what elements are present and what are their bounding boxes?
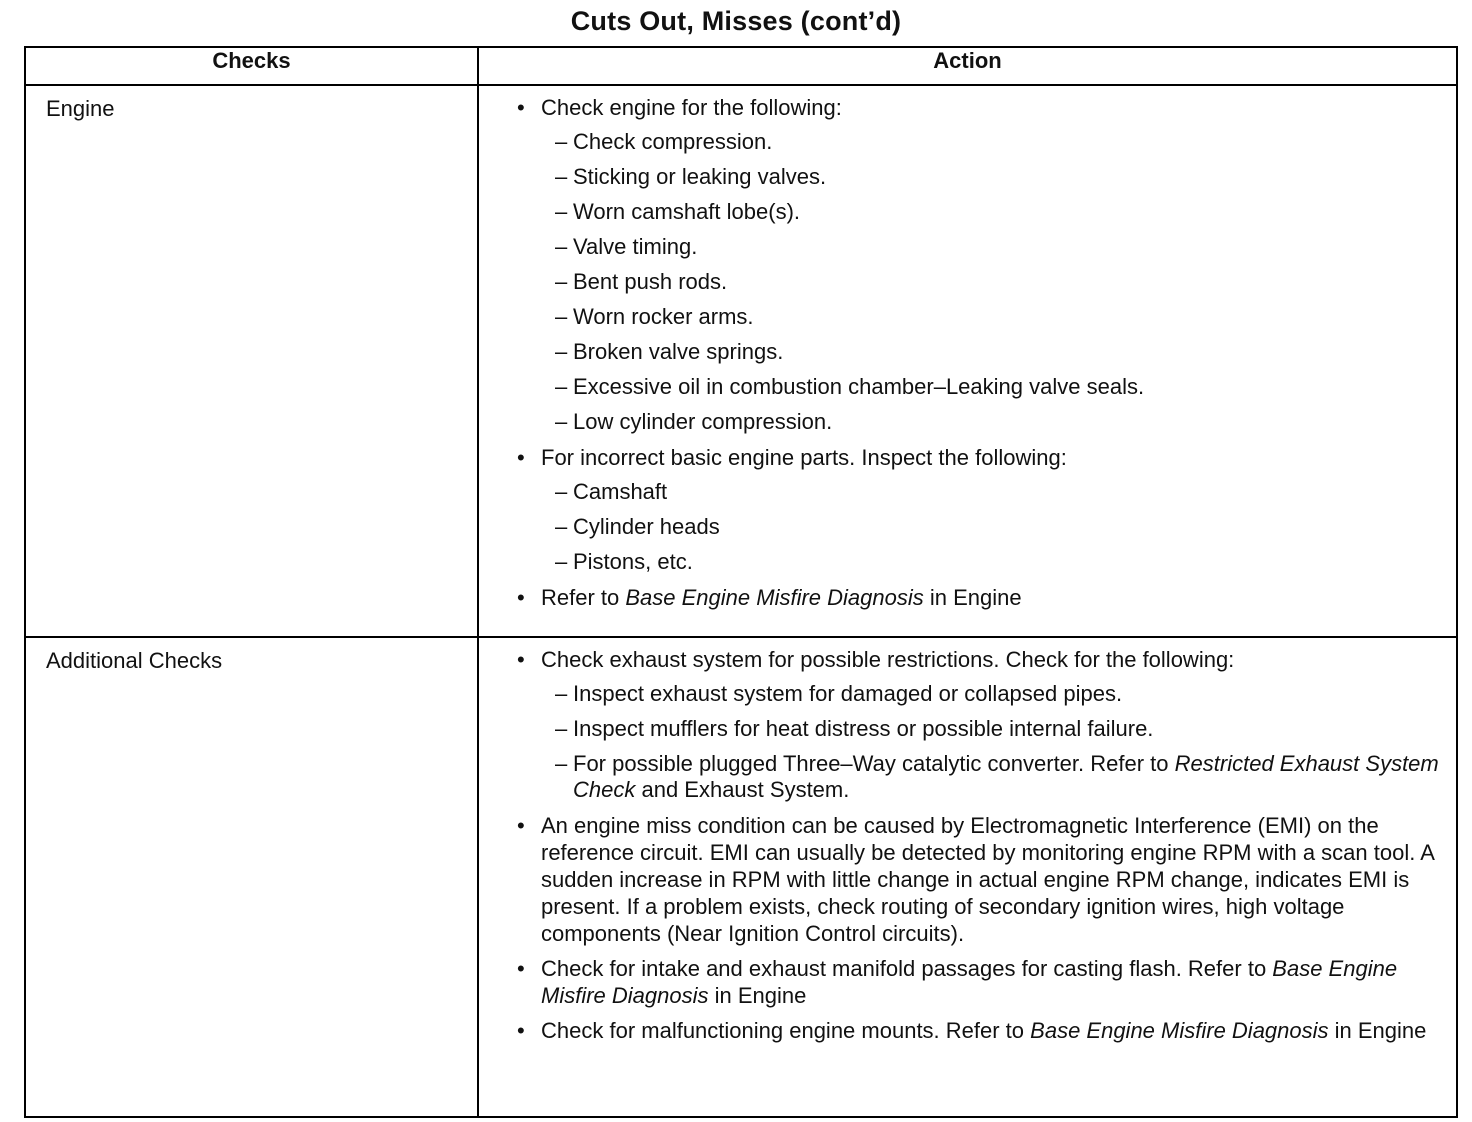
reference-link-text: Base Engine Misfire Diagnosis [541, 956, 1398, 1008]
action-item [513, 1017, 1444, 1044]
reference-link-text: Base Engine Misfire Diagnosis [1030, 1018, 1329, 1043]
action-list [513, 646, 1444, 1044]
sub-item [541, 751, 1444, 803]
action-text-post: in Engine [1328, 1018, 1427, 1043]
action-item [513, 812, 1444, 947]
sub-text-pre: For possible plugged Three–Way catalytic converter. Refer to [573, 751, 1175, 776]
reference-link-text: Restricted Exhaust System Check [573, 751, 1439, 802]
action-text: An engine miss condition can be caused by Electromagnetic Interference (EMI) on the reference circuit. EMI can usually be detected by monitoring engine RPM with a scan tool. A sudden increase in RPM with little change in actual engine RPM change, indicates EMI is present. If a problem exists, check routing of secondary ignition wires, high voltage components (Near Ignition Control circuits). [541, 813, 1434, 946]
sub-item: – Broken valve springs. [541, 339, 1444, 365]
action-text: Check engine for the following: [541, 95, 842, 120]
sub-item: – Cylinder heads [541, 514, 1444, 540]
table-row [25, 85, 1457, 637]
action-cell [478, 85, 1457, 637]
diagnosis-table [24, 46, 1458, 1118]
sub-item: – Camshaft [541, 479, 1444, 505]
action-text-pre: Check for malfunctioning engine mounts. Refer to [541, 1018, 1031, 1043]
check-cell: Additional Checks [25, 637, 478, 1117]
header-checks: Checks [25, 47, 478, 85]
sub-list [541, 681, 1444, 803]
sub-item: – Low cylinder compression. [541, 409, 1444, 435]
action-list [513, 94, 1444, 611]
action-item [513, 584, 1444, 611]
action-text-pre: Check for intake and exhaust manifold passages for casting flash. Refer to [541, 956, 1273, 981]
page-title: Cuts Out, Misses (cont’d) [570, 6, 902, 36]
sub-list [541, 479, 1444, 575]
table-header-row [25, 47, 1457, 85]
action-item [513, 955, 1444, 1009]
action-text-post: in Engine [923, 585, 1022, 610]
action-text: Check exhaust system for possible restrictions. Check for the following: [541, 647, 1235, 672]
action-text-pre: Refer to [541, 585, 626, 610]
action-item [513, 94, 1444, 435]
action-text: For incorrect basic engine parts. Inspect the following: [541, 445, 1067, 470]
sub-item: – Bent push rods. [541, 269, 1444, 295]
sub-item: – Excessive oil in combustion chamber–Leaking valve seals. [541, 374, 1444, 400]
sub-text-post: and Exhaust System. [635, 777, 850, 802]
sub-item: – Pistons, etc. [541, 549, 1444, 575]
sub-list [541, 129, 1444, 435]
header-action: Action [478, 47, 1457, 85]
sub-item: – Check compression. [541, 129, 1444, 155]
action-item [513, 646, 1444, 803]
action-cell [478, 637, 1457, 1117]
sub-item: – Valve timing. [541, 234, 1444, 260]
sub-item: – Sticking or leaking valves. [541, 164, 1444, 190]
table-row [25, 637, 1457, 1117]
sub-item: – Worn camshaft lobe(s). [541, 199, 1444, 225]
reference-link-text: Base Engine Misfire Diagnosis [625, 585, 924, 610]
sub-item: – Worn rocker arms. [541, 304, 1444, 330]
sub-item: – Inspect mufflers for heat distress or possible internal failure. [541, 716, 1444, 742]
check-cell: Engine [25, 85, 478, 637]
sub-item: – Inspect exhaust system for damaged or collapsed pipes. [541, 681, 1444, 707]
action-text-post: in Engine [708, 983, 807, 1008]
action-item [513, 444, 1444, 575]
